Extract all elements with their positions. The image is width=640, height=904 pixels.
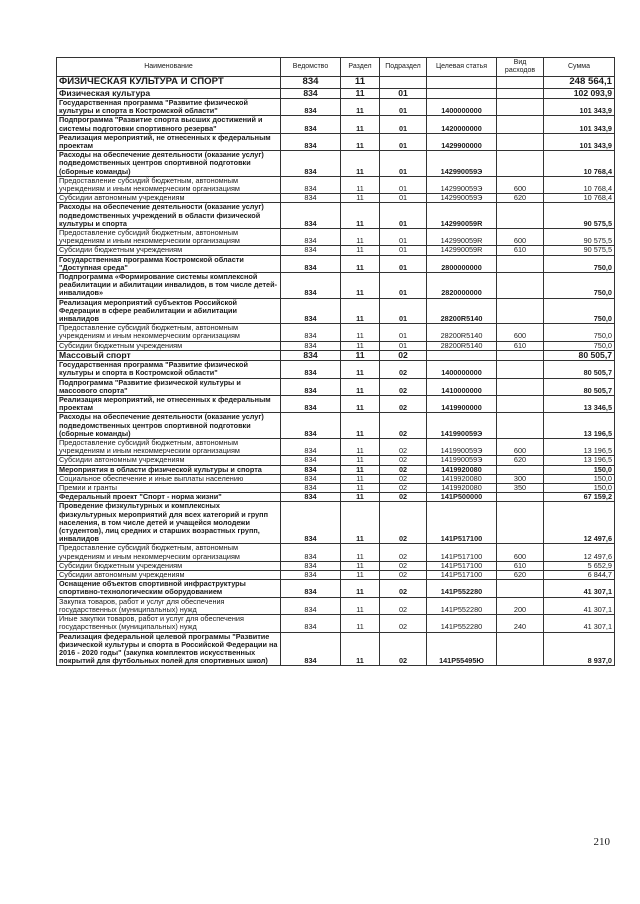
cell-section: 11 <box>341 116 380 133</box>
cell-subsection: 01 <box>380 228 427 245</box>
cell-department: 834 <box>281 298 341 324</box>
cell-subsection: 02 <box>380 456 427 465</box>
cell-subsection: 02 <box>380 597 427 614</box>
cell-section: 11 <box>341 439 380 456</box>
cell-subsection: 01 <box>380 298 427 324</box>
cell-name: Социальное обеспечение и иные выплаты населению <box>57 474 281 483</box>
cell-department: 834 <box>281 77 341 89</box>
cell-section: 11 <box>341 341 380 350</box>
cell-expense-type: 200 <box>497 597 544 614</box>
cell-expense-type: 610 <box>497 341 544 350</box>
cell-subsection <box>380 77 427 89</box>
cell-name: Подпрограмма "Развитие спорта высших достижений и системы подготовки спортивного резерва" <box>57 116 281 133</box>
cell-amount: 101 343,9 <box>544 98 615 115</box>
cell-section: 11 <box>341 474 380 483</box>
cell-department: 834 <box>281 615 341 632</box>
cell-amount: 6 844,7 <box>544 571 615 580</box>
cell-target-article: 2820000000 <box>427 272 497 298</box>
table-header-row <box>57 58 615 77</box>
cell-section: 11 <box>341 194 380 203</box>
cell-name: Реализация мероприятий, не отнесенных к федеральным проектам <box>57 396 281 413</box>
cell-section: 11 <box>341 456 380 465</box>
cell-section: 11 <box>341 151 380 177</box>
cell-name: Предоставление субсидий бюджетным, автономным учреждениям и иным некоммерческим организациям <box>57 324 281 341</box>
table-row <box>57 439 615 456</box>
cell-amount: 41 307,1 <box>544 597 615 614</box>
cell-expense-type <box>497 272 544 298</box>
cell-section: 11 <box>341 571 380 580</box>
cell-expense-type: 600 <box>497 439 544 456</box>
cell-target-article: 1400000000 <box>427 361 497 378</box>
cell-section: 11 <box>341 133 380 150</box>
cell-expense-type: 350 <box>497 484 544 493</box>
table-row <box>57 88 615 98</box>
cell-department: 834 <box>281 493 341 502</box>
cell-expense-type <box>497 203 544 229</box>
cell-target-article: 141P517100 <box>427 502 497 544</box>
cell-target-article: 1419920080 <box>427 465 497 474</box>
cell-expense-type: 620 <box>497 571 544 580</box>
cell-expense-type: 600 <box>497 176 544 193</box>
table-row <box>57 474 615 483</box>
cell-section: 11 <box>341 246 380 255</box>
cell-expense-type <box>497 77 544 89</box>
cell-department: 834 <box>281 272 341 298</box>
cell-name: Расходы на обеспечение деятельности (оказание услуг) подведомственных центров спортивной подготовки (сборные команды) <box>57 413 281 439</box>
cell-department: 834 <box>281 580 341 597</box>
cell-section: 11 <box>341 228 380 245</box>
cell-subsection: 02 <box>380 378 427 395</box>
cell-amount: 80 505,7 <box>544 361 615 378</box>
cell-target-article: 1400000000 <box>427 98 497 115</box>
cell-department: 834 <box>281 203 341 229</box>
cell-department: 834 <box>281 465 341 474</box>
table-row <box>57 324 615 341</box>
cell-subsection: 02 <box>380 474 427 483</box>
cell-section: 11 <box>341 502 380 544</box>
cell-target-article: 142990059R <box>427 203 497 229</box>
cell-expense-type <box>497 361 544 378</box>
table-row <box>57 228 615 245</box>
cell-name: Расходы на обеспечение деятельности (оказание услуг) подведомственных учреждений в области физической культуры и спорта <box>57 203 281 229</box>
cell-name: Предоставление субсидий бюджетным, автономным учреждениям и иным некоммерческим организациям <box>57 439 281 456</box>
cell-target-article: 142990059Э <box>427 176 497 193</box>
cell-target-article <box>427 77 497 89</box>
cell-expense-type <box>497 255 544 272</box>
table-row <box>57 151 615 177</box>
cell-department: 834 <box>281 228 341 245</box>
table-row <box>57 597 615 614</box>
cell-target-article: 2800000000 <box>427 255 497 272</box>
cell-amount: 750,0 <box>544 255 615 272</box>
cell-name: Предоставление субсидий бюджетным, автономным учреждениям и иным некоммерческим организациям <box>57 544 281 561</box>
cell-expense-type <box>497 396 544 413</box>
table-row <box>57 502 615 544</box>
cell-department: 834 <box>281 194 341 203</box>
cell-amount: 13 196,5 <box>544 413 615 439</box>
cell-expense-type: 610 <box>497 561 544 570</box>
cell-name: Физическая культура <box>57 88 281 98</box>
table-row <box>57 561 615 570</box>
cell-target-article: 141P517100 <box>427 544 497 561</box>
cell-subsection: 01 <box>380 255 427 272</box>
header-section: Раздел <box>341 58 380 77</box>
cell-name: Субсидии автономным учреждениям <box>57 456 281 465</box>
cell-amount: 67 159,2 <box>544 493 615 502</box>
cell-name: Закупка товаров, работ и услуг для обеспечения государственных (муниципальных) нужд <box>57 597 281 614</box>
cell-expense-type <box>497 151 544 177</box>
table-body <box>57 77 615 666</box>
table-row <box>57 632 615 666</box>
cell-department: 834 <box>281 151 341 177</box>
cell-expense-type: 600 <box>497 544 544 561</box>
cell-name: Федеральный проект "Спорт - норма жизни" <box>57 493 281 502</box>
cell-expense-type <box>497 413 544 439</box>
cell-expense-type: 240 <box>497 615 544 632</box>
table-row <box>57 571 615 580</box>
cell-name: Государственная программа "Развитие физической культуры и спорта в Костромской области" <box>57 98 281 115</box>
cell-target-article: 1419920080 <box>427 474 497 483</box>
cell-target-article: 1419920080 <box>427 484 497 493</box>
page-number: 210 <box>593 836 610 848</box>
cell-subsection: 02 <box>380 439 427 456</box>
cell-subsection: 01 <box>380 116 427 133</box>
cell-subsection: 01 <box>380 203 427 229</box>
cell-target-article: 141P517100 <box>427 571 497 580</box>
cell-amount: 150,0 <box>544 465 615 474</box>
cell-expense-type <box>497 580 544 597</box>
cell-department: 834 <box>281 133 341 150</box>
cell-subsection: 02 <box>380 615 427 632</box>
cell-department: 834 <box>281 413 341 439</box>
cell-amount: 90 575,5 <box>544 203 615 229</box>
cell-department: 834 <box>281 439 341 456</box>
cell-name: Предоставление субсидий бюджетным, автономным учреждениям и иным некоммерческим организациям <box>57 176 281 193</box>
cell-target-article: 141P552280 <box>427 597 497 614</box>
cell-department: 834 <box>281 88 341 98</box>
table-row <box>57 298 615 324</box>
cell-subsection: 01 <box>380 151 427 177</box>
cell-target-article: 28200R5140 <box>427 341 497 350</box>
table-row <box>57 484 615 493</box>
cell-expense-type <box>497 350 544 360</box>
cell-amount: 10 768,4 <box>544 151 615 177</box>
table-row <box>57 116 615 133</box>
cell-department: 834 <box>281 456 341 465</box>
cell-target-article: 28200R5140 <box>427 324 497 341</box>
cell-subsection: 02 <box>380 361 427 378</box>
cell-amount: 80 505,7 <box>544 378 615 395</box>
cell-expense-type <box>497 465 544 474</box>
cell-expense-type: 620 <box>497 456 544 465</box>
cell-name: Реализация мероприятий, не отнесенных к федеральным проектам <box>57 133 281 150</box>
cell-subsection: 01 <box>380 194 427 203</box>
cell-subsection: 01 <box>380 98 427 115</box>
cell-department: 834 <box>281 571 341 580</box>
cell-target-article: 28200R5140 <box>427 298 497 324</box>
cell-amount: 41 307,1 <box>544 580 615 597</box>
cell-subsection: 01 <box>380 324 427 341</box>
cell-subsection: 01 <box>380 176 427 193</box>
cell-subsection: 02 <box>380 544 427 561</box>
cell-target-article: 141990059Э <box>427 413 497 439</box>
cell-target-article: 142990059Э <box>427 151 497 177</box>
cell-name: Государственная программа "Развитие физической культуры и спорта в Костромской области" <box>57 361 281 378</box>
cell-section: 11 <box>341 272 380 298</box>
cell-amount: 80 505,7 <box>544 350 615 360</box>
table-row <box>57 361 615 378</box>
table-row <box>57 176 615 193</box>
cell-expense-type <box>497 298 544 324</box>
cell-department: 834 <box>281 361 341 378</box>
cell-target-article: 142990059R <box>427 246 497 255</box>
cell-subsection: 01 <box>380 272 427 298</box>
cell-department: 834 <box>281 544 341 561</box>
table-row <box>57 378 615 395</box>
cell-subsection: 01 <box>380 246 427 255</box>
cell-department: 834 <box>281 561 341 570</box>
cell-amount: 13 196,5 <box>544 456 615 465</box>
cell-subsection: 02 <box>380 493 427 502</box>
cell-amount: 90 575,5 <box>544 228 615 245</box>
cell-section: 11 <box>341 88 380 98</box>
cell-target-article: 141P500000 <box>427 493 497 502</box>
cell-section: 11 <box>341 580 380 597</box>
table-row <box>57 396 615 413</box>
cell-amount: 90 575,5 <box>544 246 615 255</box>
cell-amount: 101 343,9 <box>544 116 615 133</box>
table-row <box>57 133 615 150</box>
cell-amount: 750,0 <box>544 272 615 298</box>
cell-subsection: 02 <box>380 580 427 597</box>
cell-name: Подпрограмма "Развитие физической культуры и массового спорта" <box>57 378 281 395</box>
cell-target-article: 1410000000 <box>427 378 497 395</box>
cell-department: 834 <box>281 324 341 341</box>
cell-department: 834 <box>281 350 341 360</box>
table-row <box>57 580 615 597</box>
cell-section: 11 <box>341 615 380 632</box>
budget-table-sheet <box>56 57 614 666</box>
header-name: Наименование <box>57 58 281 77</box>
cell-target-article: 141P552280 <box>427 615 497 632</box>
cell-department: 834 <box>281 255 341 272</box>
cell-target-article: 141990059Э <box>427 456 497 465</box>
cell-expense-type: 610 <box>497 246 544 255</box>
cell-section: 11 <box>341 597 380 614</box>
cell-amount: 10 768,4 <box>544 176 615 193</box>
cell-expense-type <box>497 378 544 395</box>
table-row <box>57 255 615 272</box>
cell-subsection: 02 <box>380 571 427 580</box>
cell-name: Массовый спорт <box>57 350 281 360</box>
cell-section: 11 <box>341 361 380 378</box>
header-subsection: Подраздел <box>380 58 427 77</box>
cell-subsection: 01 <box>380 133 427 150</box>
cell-department: 834 <box>281 176 341 193</box>
cell-amount: 41 307,1 <box>544 615 615 632</box>
cell-amount: 248 564,1 <box>544 77 615 89</box>
cell-amount: 12 497,6 <box>544 502 615 544</box>
cell-name: Проведение физкультурных и комплексных физкультурных мероприятий для всех категорий и групп населения, в том числе детей и учащейся молодежи (студентов), лиц средних и старших возрастных групп, инвалидов <box>57 502 281 544</box>
cell-section: 11 <box>341 324 380 341</box>
table-row <box>57 272 615 298</box>
cell-department: 834 <box>281 98 341 115</box>
cell-subsection: 02 <box>380 484 427 493</box>
table-row <box>57 77 615 89</box>
cell-name: Предоставление субсидий бюджетным, автономным учреждениям и иным некоммерческим организациям <box>57 228 281 245</box>
budget-table <box>56 57 615 666</box>
cell-amount: 150,0 <box>544 484 615 493</box>
cell-target-article: 1420000000 <box>427 116 497 133</box>
cell-target-article <box>427 88 497 98</box>
cell-name: Иные закупки товаров, работ и услуг для обеспечения государственных (муниципальных) нужд <box>57 615 281 632</box>
cell-section: 11 <box>341 465 380 474</box>
table-row <box>57 544 615 561</box>
cell-department: 834 <box>281 341 341 350</box>
table-row <box>57 203 615 229</box>
cell-name: Субсидии бюджетным учреждениям <box>57 561 281 570</box>
cell-section: 11 <box>341 203 380 229</box>
cell-amount: 750,0 <box>544 298 615 324</box>
cell-subsection: 02 <box>380 502 427 544</box>
cell-name: Мероприятия в области физической культуры и спорта <box>57 465 281 474</box>
cell-department: 834 <box>281 246 341 255</box>
cell-expense-type <box>497 133 544 150</box>
cell-department: 834 <box>281 632 341 666</box>
table-row <box>57 413 615 439</box>
cell-name: Субсидии автономным учреждениям <box>57 194 281 203</box>
cell-amount: 10 768,4 <box>544 194 615 203</box>
cell-section: 11 <box>341 396 380 413</box>
cell-section: 11 <box>341 378 380 395</box>
cell-section: 11 <box>341 484 380 493</box>
cell-section: 11 <box>341 98 380 115</box>
cell-target-article: 141P55495Ю <box>427 632 497 666</box>
cell-amount: 101 343,9 <box>544 133 615 150</box>
header-expense-type: Вид расходов <box>497 58 544 77</box>
cell-section: 11 <box>341 632 380 666</box>
cell-name: Оснащение объектов спортивной инфраструктуры спортивно-технологическим оборудованием <box>57 580 281 597</box>
cell-subsection: 02 <box>380 561 427 570</box>
cell-expense-type: 620 <box>497 194 544 203</box>
cell-amount: 8 937,0 <box>544 632 615 666</box>
cell-name: Реализация мероприятий субъектов Российской Федерации в сфере реабилитации и абилитации инвалидов <box>57 298 281 324</box>
cell-subsection: 01 <box>380 341 427 350</box>
cell-subsection: 02 <box>380 396 427 413</box>
cell-subsection: 02 <box>380 465 427 474</box>
cell-target-article: 1419900000 <box>427 396 497 413</box>
cell-section: 11 <box>341 176 380 193</box>
cell-department: 834 <box>281 396 341 413</box>
cell-name: Подпрограмма «Формирование системы комплексной реабилитации и абилитации инвалидов, в том числе детей-инвалидов» <box>57 272 281 298</box>
cell-expense-type <box>497 98 544 115</box>
table-row <box>57 246 615 255</box>
table-row <box>57 493 615 502</box>
table-row <box>57 98 615 115</box>
cell-expense-type <box>497 493 544 502</box>
cell-target-article: 141P517100 <box>427 561 497 570</box>
cell-amount: 12 497,6 <box>544 544 615 561</box>
header-amount: Сумма <box>544 58 615 77</box>
cell-department: 834 <box>281 502 341 544</box>
cell-department: 834 <box>281 116 341 133</box>
cell-target-article: 141990059Э <box>427 439 497 456</box>
cell-expense-type: 300 <box>497 474 544 483</box>
cell-department: 834 <box>281 484 341 493</box>
cell-subsection: 02 <box>380 413 427 439</box>
cell-department: 834 <box>281 597 341 614</box>
cell-amount: 750,0 <box>544 341 615 350</box>
cell-amount: 150,0 <box>544 474 615 483</box>
cell-section: 11 <box>341 413 380 439</box>
cell-expense-type <box>497 632 544 666</box>
table-row <box>57 350 615 360</box>
cell-department: 834 <box>281 474 341 483</box>
cell-amount: 102 093,9 <box>544 88 615 98</box>
cell-name: Государственная программа Костромской области "Доступная среда" <box>57 255 281 272</box>
table-row <box>57 341 615 350</box>
cell-section: 11 <box>341 493 380 502</box>
header-target-article: Целевая статья <box>427 58 497 77</box>
cell-name: Премии и гранты <box>57 484 281 493</box>
cell-name: Расходы на обеспечение деятельности (оказание услуг) подведомственных центров спортивной подготовки (сборные команды) <box>57 151 281 177</box>
cell-target-article: 142990059Э <box>427 194 497 203</box>
table-row <box>57 456 615 465</box>
cell-expense-type: 600 <box>497 324 544 341</box>
cell-name: ФИЗИЧЕСКАЯ КУЛЬТУРА И СПОРТ <box>57 77 281 89</box>
table-row <box>57 465 615 474</box>
cell-name: Реализация федеральной целевой программы "Развитие физической культуры и спорта в Российской Федерации на 2016 - 2020 годы" (закупка комплектов искусственных покрытий для футбольных полей для спортивных школ) <box>57 632 281 666</box>
cell-target-article: 1429900000 <box>427 133 497 150</box>
cell-name: Субсидии бюджетным учреждениям <box>57 341 281 350</box>
cell-department: 834 <box>281 378 341 395</box>
cell-section: 11 <box>341 350 380 360</box>
cell-amount: 13 346,5 <box>544 396 615 413</box>
cell-target-article: 141P552280 <box>427 580 497 597</box>
cell-target-article <box>427 350 497 360</box>
table-row <box>57 615 615 632</box>
cell-section: 11 <box>341 255 380 272</box>
header-department: Ведомство <box>281 58 341 77</box>
cell-expense-type <box>497 88 544 98</box>
cell-amount: 13 196,5 <box>544 439 615 456</box>
cell-expense-type <box>497 502 544 544</box>
cell-expense-type: 600 <box>497 228 544 245</box>
cell-subsection: 02 <box>380 632 427 666</box>
cell-name: Субсидии бюджетным учреждениям <box>57 246 281 255</box>
cell-subsection: 02 <box>380 350 427 360</box>
cell-section: 11 <box>341 77 380 89</box>
cell-amount: 750,0 <box>544 324 615 341</box>
cell-target-article: 142990059R <box>427 228 497 245</box>
cell-section: 11 <box>341 561 380 570</box>
table-row <box>57 194 615 203</box>
cell-section: 11 <box>341 544 380 561</box>
cell-section: 11 <box>341 298 380 324</box>
cell-expense-type <box>497 116 544 133</box>
cell-amount: 5 652,9 <box>544 561 615 570</box>
cell-subsection: 01 <box>380 88 427 98</box>
cell-name: Субсидии автономным учреждениям <box>57 571 281 580</box>
